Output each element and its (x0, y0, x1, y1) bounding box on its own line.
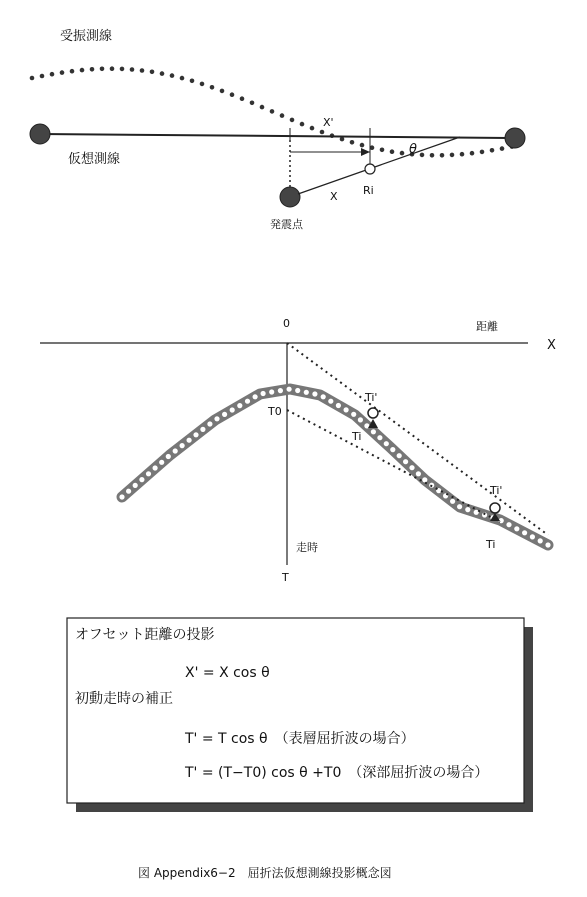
traveltime-bead (416, 471, 421, 476)
traveltime-bead (530, 534, 535, 539)
receiver-dot (110, 66, 115, 71)
traveltime-band (122, 389, 548, 545)
receiver-dot (90, 67, 95, 72)
receiver-dot (150, 70, 155, 75)
receiver-dot (460, 152, 465, 157)
traveltime-bead (261, 391, 266, 396)
receiver-dot (310, 126, 315, 131)
traveltime-bead (474, 510, 479, 515)
traveltime-bead (207, 421, 212, 426)
ti-label-2: Ti (486, 538, 496, 551)
receiver-line-label: 受振測線 (60, 29, 113, 44)
t-axis-label: T (282, 571, 289, 584)
receiver-dot (300, 122, 305, 127)
ti-prime-marker-1 (368, 408, 378, 418)
receiver-dot (240, 96, 245, 101)
virtual-line-end-point (505, 128, 525, 148)
receiver-dot (280, 113, 285, 118)
traveltime-bead (245, 399, 250, 404)
traveltime-bead (538, 538, 543, 543)
figure-caption: 図 Appendix6−2 屈折法仮想測線投影概念図 (138, 866, 392, 880)
traveltime-bead (344, 407, 349, 412)
receiver-dot (320, 130, 325, 135)
receiver-dot (350, 140, 355, 145)
traveltime-bead (336, 403, 341, 408)
traveltime-bead (287, 387, 292, 392)
traveltime-bead (312, 391, 317, 396)
receiver-dot (80, 68, 85, 73)
traveltime-bead (230, 407, 235, 412)
traveltime-bead (166, 454, 171, 459)
formula-offset-projection: X' = X cos θ (185, 665, 270, 681)
formula-shallow-refraction: T' = T cos θ （表層屈折波の場合） (185, 731, 415, 747)
receiver-ri-point (365, 164, 375, 174)
receiver-dot (270, 109, 275, 114)
receiver-dot (440, 153, 445, 158)
traveltime-bead (139, 477, 144, 482)
receiver-dot (260, 105, 265, 110)
receiver-dot (190, 79, 195, 84)
receiver-dot (160, 71, 165, 76)
receiver-dot (250, 101, 255, 106)
receiver-dot (450, 153, 455, 158)
corrected-line-from-t0 (287, 410, 503, 522)
traveltime-bead (358, 417, 363, 422)
traveltime-curve (119, 387, 550, 548)
traveltime-bead (371, 429, 376, 434)
x-prime-arrow (361, 148, 370, 156)
formula-deep-refraction: T' = (T−T0) cos θ +T0 （深部屈折波の場合） (185, 765, 489, 781)
receiver-dot (480, 150, 485, 155)
formula-heading-traveltime: 初動走時の補正 (75, 691, 173, 707)
receiver-dot (40, 74, 45, 79)
receiver-dot (100, 67, 105, 72)
ti-prime-label-2: Ti' (490, 484, 503, 497)
traveltime-bead (278, 388, 283, 393)
virtual-line-label: 仮想測線 (68, 152, 121, 167)
ti-label-1: Ti (352, 430, 362, 443)
receiver-dot (120, 67, 125, 72)
traveltime-bead (269, 389, 274, 394)
receiver-dot (420, 153, 425, 158)
traveltime-bead (403, 459, 408, 464)
receiver-dot (170, 73, 175, 78)
receiver-dot (500, 146, 505, 151)
traveltime-bead (126, 489, 131, 494)
traveltime-bead (173, 448, 178, 453)
x-label: X (330, 190, 338, 203)
receiver-dot (70, 69, 75, 74)
x-prime-label: X' (323, 116, 334, 129)
traveltime-bead (545, 542, 550, 547)
receiver-dot (470, 151, 475, 156)
receiver-dot (30, 76, 35, 81)
traveltime-bead (522, 530, 527, 535)
traveltime-bead (214, 416, 219, 421)
receiver-dot (380, 148, 385, 153)
receiver-dot (50, 72, 55, 77)
plan-view-diagram (30, 28, 525, 231)
t0-label: T0 (268, 405, 282, 418)
traveltime-bead (457, 504, 462, 509)
receiver-dot (360, 143, 365, 148)
traveltime-bead (450, 499, 455, 504)
receiver-dot (230, 92, 235, 97)
traveltime-bead (146, 471, 151, 476)
receiver-dot (390, 149, 395, 154)
traveltime-bead (222, 412, 227, 417)
traveltime-bead (377, 435, 382, 440)
traveltime-bead (187, 438, 192, 443)
traveltime-bead (506, 522, 511, 527)
distance-label: 距離 (476, 320, 498, 333)
traveltime-bead (384, 441, 389, 446)
receiver-dot (60, 70, 65, 75)
formula-box (67, 618, 533, 812)
theta-label: θ (409, 142, 417, 157)
traveltime-bead (465, 507, 470, 512)
traveltime-bead (321, 394, 326, 399)
origin-label: 0 (283, 317, 290, 330)
traveltime-bead (237, 403, 242, 408)
traveltime-bead (328, 399, 333, 404)
receiver-dot (140, 68, 145, 73)
traveltime-bead (133, 483, 138, 488)
traveltime-bead (159, 460, 164, 465)
traveltime-bead (295, 388, 300, 393)
shot-point (280, 187, 300, 207)
traveltime-bead (200, 427, 205, 432)
corrected-line-from-origin (287, 343, 548, 535)
traveltime-bead (409, 465, 414, 470)
traveltime-bead (304, 390, 309, 395)
traveltime-bead (193, 432, 198, 437)
ti-prime-label-1: Ti' (365, 391, 378, 404)
receiver-dot (430, 153, 435, 158)
receiver-dot (400, 151, 405, 156)
ti-prime-marker-2 (490, 503, 500, 513)
virtual-line (40, 134, 515, 138)
traveltime-bead (397, 453, 402, 458)
traveltime-bead (253, 394, 258, 399)
receiver-dot (130, 67, 135, 72)
traveltime-bead (514, 526, 519, 531)
x-axis-label: X (547, 338, 556, 353)
receiver-dot (290, 118, 295, 123)
receiver-dot (200, 82, 205, 87)
traveltime-bead (153, 465, 158, 470)
ri-label: Ri (363, 184, 374, 197)
traveltime-bead (422, 477, 427, 482)
traveltime-bead (390, 447, 395, 452)
traveltime-label: 走時 (296, 541, 318, 554)
virtual-line-start-point (30, 124, 50, 144)
formula-heading-offset: オフセット距離の投影 (75, 627, 215, 643)
receiver-dot (490, 148, 495, 153)
time-distance-diagram (40, 317, 556, 584)
traveltime-bead (119, 494, 124, 499)
receiver-dot (180, 76, 185, 81)
traveltime-bead (351, 412, 356, 417)
receiver-dot (210, 85, 215, 90)
shot-point-label: 発震点 (270, 218, 303, 231)
receiver-dot (220, 89, 225, 94)
offset-x-line (298, 137, 460, 194)
traveltime-bead (180, 443, 185, 448)
